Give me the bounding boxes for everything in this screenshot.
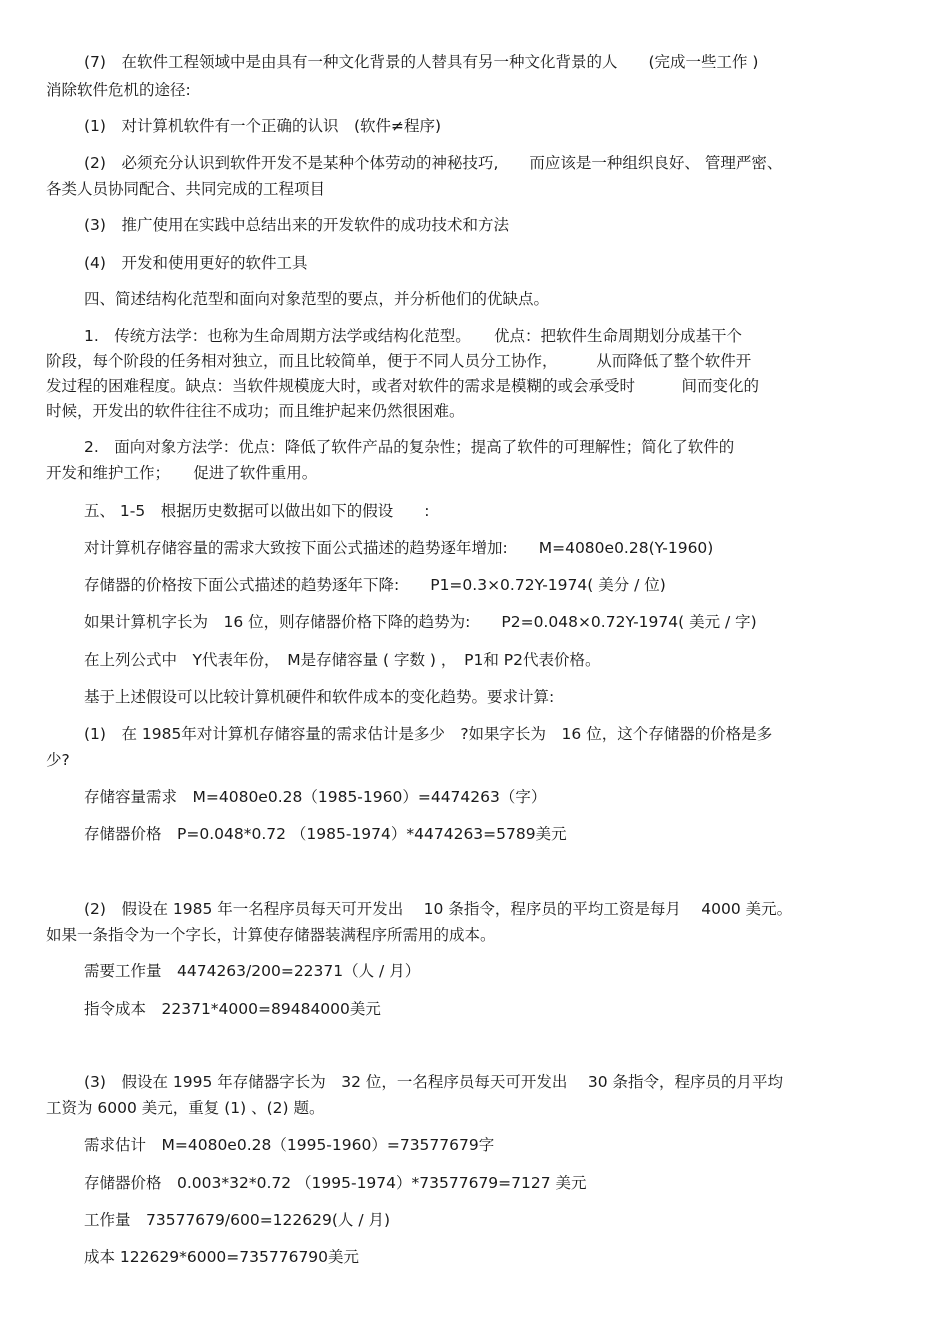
text-line: 各类人员协同配合、共同完成的工程项目 xyxy=(46,180,326,198)
text-line: (1) 在 1985年对计算机存储容量的需求估计是多少 ?如果字长为 16 位，这个存储器的价格是多 xyxy=(84,725,773,743)
text-line: 消除软件危机的途径: xyxy=(46,81,191,99)
text-line: 成本 122629*6000=735776790美元 xyxy=(84,1248,360,1266)
text-line: (2) 必须充分认识到软件开发不是某种个体劳动的神秘技巧, 而应该是一种组织良好、 管理严密、 xyxy=(84,154,783,172)
section-heading: 五、 1-5 根据历史数据可以做出如下的假设 : xyxy=(84,502,430,520)
text-line: (3) 假设在 1995 年存储器字长为 32 位，一名程序员每天可开发出 30 条指令，程序员的月平均 xyxy=(84,1073,783,1091)
text-line: (3) 推广使用在实践中总结出来的开发软件的成功技术和方法 xyxy=(84,216,509,234)
text-line: 指令成本 22371*4000=89484000美元 xyxy=(84,1000,381,1018)
text-line: 对计算机存储容量的需求大致按下面公式描述的趋势逐年增加: M=4080e0.28(Y-1960) xyxy=(84,539,714,557)
text-line: (4) 开发和使用更好的软件工具 xyxy=(84,254,308,272)
text-line: 工作量 73577679/600=122629(人 / 月) xyxy=(84,1211,391,1229)
text-line: (7) 在软件工程领域中是由具有一种文化背景的人替具有另一种文化背景的人 (完成一些工作 ) xyxy=(84,53,759,71)
text-line: 在上列公式中 Y代表年份， M是存储容量 ( 字数 ) ， P1和 P2代表价格。 xyxy=(84,651,601,669)
text-line: (2) 假设在 1985 年一名程序员每天可开发出 10 条指令，程序员的平均工资是每月 4000 美元。 xyxy=(84,900,793,918)
text-line: 发过程的困难程度。缺点：当软件规模庞大时，或者对软件的需求是模糊的或会承受时 间而变化的 xyxy=(46,377,760,395)
text-line: 少? xyxy=(46,751,70,769)
text-line: 如果计算机字长为 16 位，则存储器价格下降的趋势为: P2=0.048×0.72Y-1974( 美元 / 字) xyxy=(84,613,757,631)
text-line: 1. 传统方法学：也称为生命周期方法学或结构化范型。 优点：把软件生命周期划分成基干个 xyxy=(84,327,743,345)
text-line: 存储器价格 0.003*32*0.72 （1995-1974）*73577679=7127 美元 xyxy=(84,1174,587,1192)
text-line: 开发和维护工作； 促进了软件重用。 xyxy=(46,464,318,482)
text-line: 基于上述假设可以比较计算机硬件和软件成本的变化趋势。要求计算: xyxy=(84,688,555,706)
section-heading: 四、简述结构化范型和面向对象范型的要点，并分析他们的优缺点。 xyxy=(84,290,550,308)
text-line: 时候，开发出的软件往往不成功；而且维护起来仍然很困难。 xyxy=(46,402,465,420)
text-line: 需求估计 M=4080e0.28（1995-1960）=73577679字 xyxy=(84,1136,495,1154)
text-line: 2. 面向对象方法学：优点：降低了软件产品的复杂性；提高了软件的可理解性；简化了软件的 xyxy=(84,438,735,456)
text-line: 存储器价格 P=0.048*0.72 （1985-1974）*4474263=5789美元 xyxy=(84,825,567,843)
text-line: 如果一条指令为一个字长，计算使存储器装满程序所需用的成本。 xyxy=(46,926,496,944)
text-line: 存储器的价格按下面公式描述的趋势逐年下降: P1=0.3×0.72Y-1974( 美分 / 位) xyxy=(84,576,666,594)
text-line: (1) 对计算机软件有一个正确的认识 (软件≠程序) xyxy=(84,117,442,135)
text-line: 存储容量需求 M=4080e0.28（1985-1960）=4474263（字） xyxy=(84,788,547,806)
text-line: 需要工作量 4474263/200=22371（人 / 月） xyxy=(84,962,421,980)
text-line: 工资为 6000 美元，重复 (1) 、(2) 题。 xyxy=(46,1099,325,1117)
text-line: 阶段，每个阶段的任务相对独立，而且比较简单，便于不同人员分工协作， 从而降低了整个软件开 xyxy=(46,352,752,370)
